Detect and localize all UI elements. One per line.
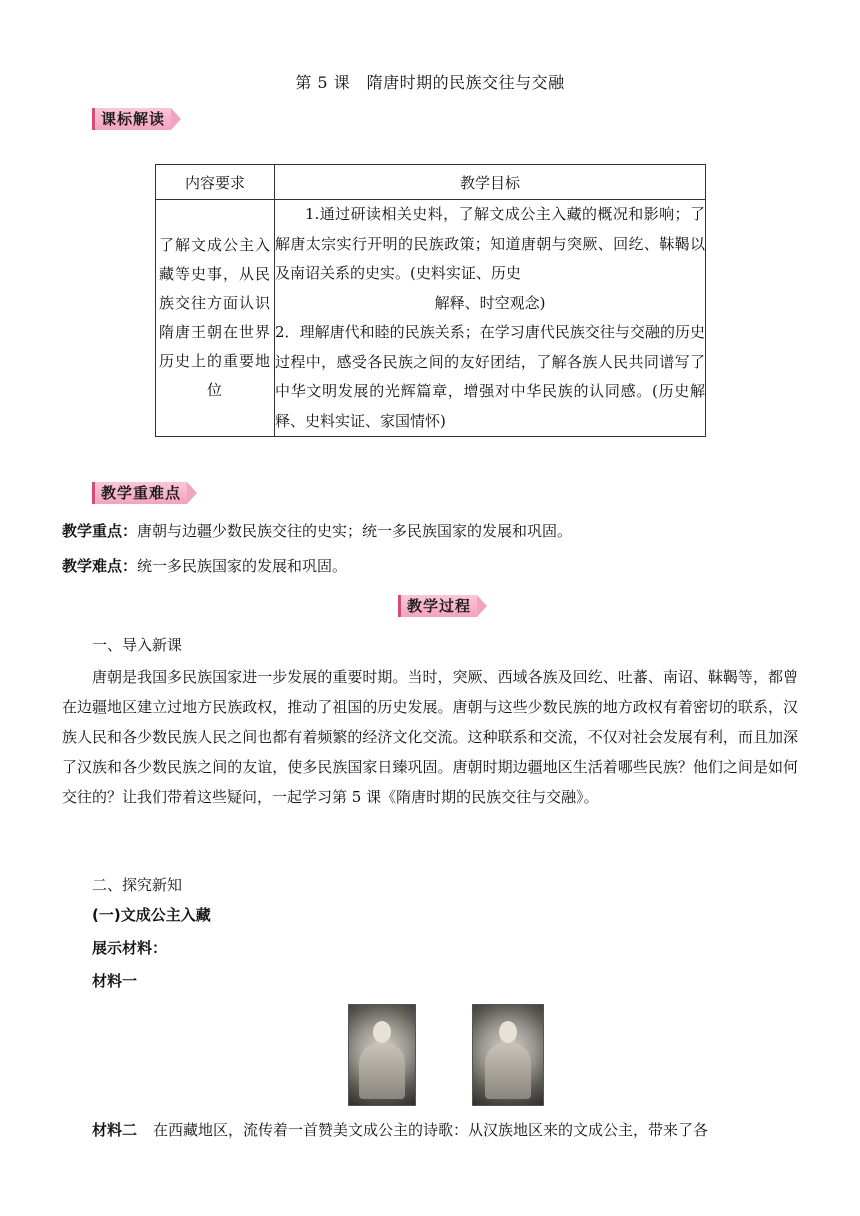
show-material-label: 展示材料： <box>92 939 168 957</box>
section-tag-process <box>398 594 487 618</box>
difficulty-text: 统一多民族国家的发展和巩固。 <box>137 557 348 575</box>
explore-heading: 二、探究新知 <box>92 876 183 894</box>
goal-1-tail: 解释、时空观念) <box>434 293 546 312</box>
goal-1 <box>275 200 705 318</box>
goals-table <box>155 164 706 437</box>
section-tag-label: 教学过程 <box>398 595 477 617</box>
statue-head <box>499 1021 517 1043</box>
material-2-text: 在西藏地区，流传着一首赞美文成公主的诗歌：从汉族地区来的文成公主，带来了各 <box>153 1121 709 1139</box>
teaching-goals <box>275 200 706 437</box>
intro-paragraph: 唐朝是我国多民族国家进一步发展的重要时期。当时，突厥、西域各族及回纥、吐蕃、南诏、靺鞨等，都曾在边疆地区建立过地方民族政权，推动了祖国的历史发展。唐朝与这些少数民族的地方政权有着密切的联系，汉族人民和各少数民族人民之间也都有着频繁的经济文化交流。这种联系和交流，不仅对社会发展有利，而且加深了汉族和各少数民族之间的友谊，使多民族国家日臻巩固。唐朝时期边疆地区生活着哪些民族？他们之间是如何交往的？让我们带着这些疑问，一起学习第 5 课《隋唐时期的民族交往与交融》。 <box>62 668 798 806</box>
section-tag-key <box>92 481 197 505</box>
tag-arrow-icon <box>171 108 181 130</box>
tag-arrow-icon <box>187 482 197 504</box>
statue-image-right <box>472 1004 544 1106</box>
table-header-row <box>156 165 706 200</box>
sub-heading: (一)文成公主入藏 <box>92 906 211 924</box>
content-requirement: 了解文成公主入藏等史事，从民族交往方面认识隋唐王朝在世界历史上的重要地位 <box>156 200 275 437</box>
goal-2: 2．理解唐代和睦的民族关系；在学习唐代民族交往与交融的历史过程中，感受各民族之间的友好团结，了解各族人民共同谱写了中华文明发展的光辉篇章，增强对中华民族的认同感。(历史解释、史料实证、家国情怀) <box>275 323 705 430</box>
difficulty-paragraph <box>62 551 798 581</box>
difficulty-label: 教学难点： <box>62 557 138 575</box>
material-2-paragraph <box>92 1115 812 1145</box>
section-tag-label: 教学重难点 <box>92 482 187 504</box>
section-tag-standard <box>92 107 181 131</box>
focus-paragraph <box>62 516 798 546</box>
table-row <box>156 200 706 437</box>
statue-body <box>359 1043 405 1099</box>
statue-body <box>485 1043 531 1099</box>
material-1-label: 材料一 <box>92 972 138 990</box>
table-header: 教学目标 <box>275 165 706 200</box>
statue-head <box>373 1021 391 1043</box>
section-tag-label: 课标解读 <box>92 108 171 130</box>
lesson-title: 第 5 课 隋唐时期的民族交往与交融 <box>295 73 565 92</box>
focus-text: 唐朝与边疆少数民族交往的史实；统一多民族国家的发展和巩固。 <box>137 522 573 540</box>
intro-heading: 一、导入新课 <box>92 636 183 654</box>
goal-1-text: 1.通过研读相关史料，了解文成公主入藏的概况和影响；了解唐太宗实行开明的民族政策；知道唐朝与突厥、回纥、靺鞨以及南诏关系的史实。(史料实证、历史 <box>275 205 705 282</box>
table-header: 内容要求 <box>156 165 275 200</box>
focus-label: 教学重点： <box>62 522 138 540</box>
tag-arrow-icon <box>477 595 487 617</box>
material-2-label: 材料二 <box>92 1121 138 1139</box>
statue-image-left <box>348 1004 416 1106</box>
